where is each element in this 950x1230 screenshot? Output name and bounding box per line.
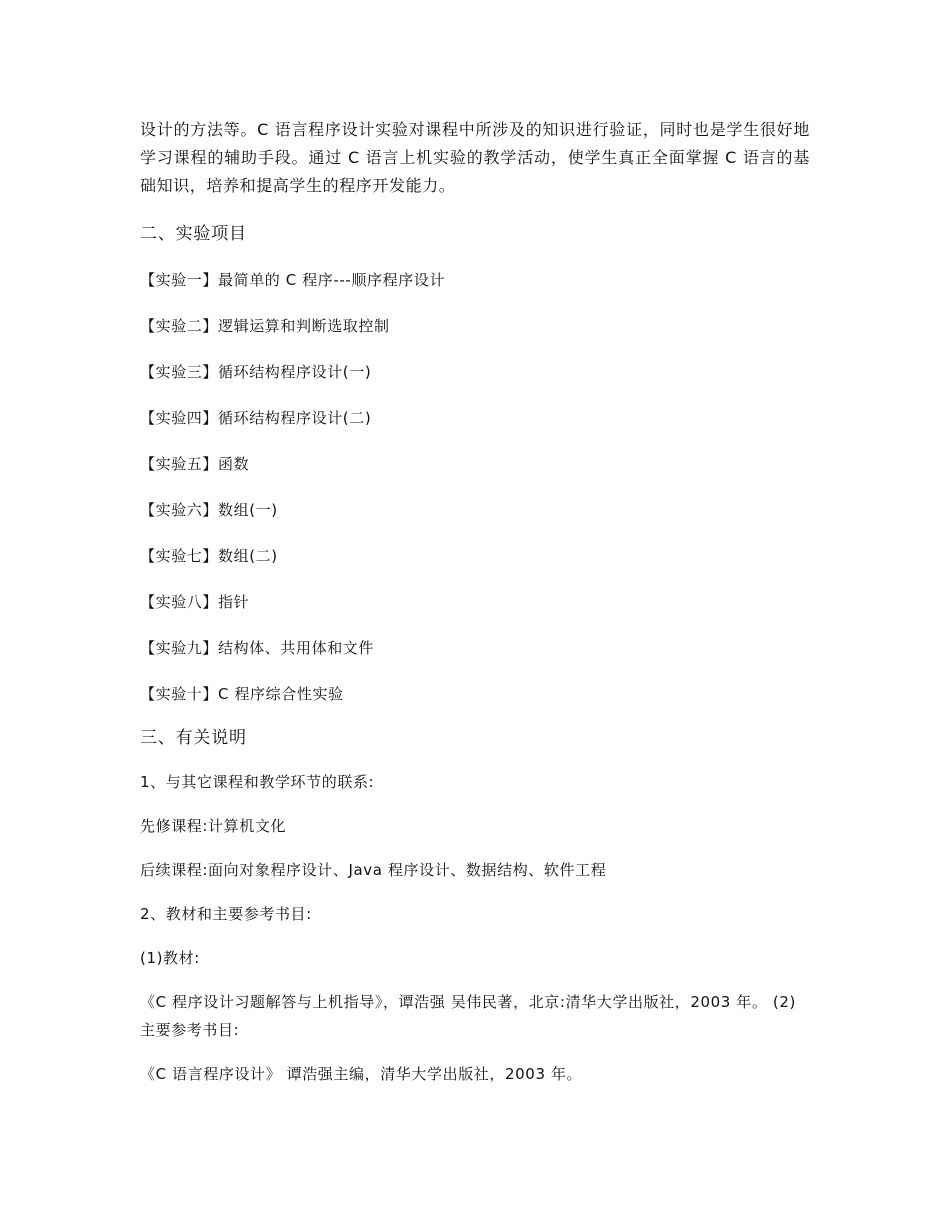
followup-courses: 后续课程:面向对象程序设计、Java 程序设计、数据结构、软件工程 xyxy=(140,861,607,879)
experiment-item: 【实验四】循环结构程序设计(二) xyxy=(140,409,372,427)
experiment-item: 【实验十】C 程序综合性实验 xyxy=(140,685,344,703)
section-heading-experiments: 二、实验项目 xyxy=(140,224,247,244)
experiment-item: 【实验七】数组(二) xyxy=(140,547,278,565)
reference-entry: 《C 语言程序设计》 谭浩强主编，清华大学出版社，2003 年。 xyxy=(140,1065,583,1083)
experiment-item: 【实验五】函数 xyxy=(140,455,250,473)
textbook-entry: 《C 程序设计习题解答与上机指导》，谭浩强 吴伟民著，北京:清华大学出版社，2003 年。 (2)主要参考书目: xyxy=(140,993,796,1039)
experiment-item: 【实验三】循环结构程序设计(一) xyxy=(140,363,372,381)
prerequisite-courses: 先修课程:计算机文化 xyxy=(140,817,287,835)
experiment-list xyxy=(140,266,810,708)
section-heading-notes: 三、有关说明 xyxy=(140,728,247,748)
books-title: 2、教材和主要参考书目: xyxy=(140,905,312,923)
experiment-item: 【实验二】逻辑运算和判断选取控制 xyxy=(140,317,390,335)
experiment-item: 【实验九】结构体、共用体和文件 xyxy=(140,639,375,657)
experiment-item: 【实验八】指针 xyxy=(140,593,250,611)
relation-title: 1、与其它课程和教学环节的联系: xyxy=(140,773,375,791)
experiment-item: 【实验一】最简单的 C 程序---顺序程序设计 xyxy=(140,271,446,289)
intro-paragraph: 设计的方法等。C 语言程序设计实验对课程中所涉及的知识进行验证，同时也是学生很好地学习课程的辅助手段。通过 C 语言上机实验的教学活动，使学生真正全面掌握 C 语言的基础知识，培养和提高学生的程序开发能力。 xyxy=(140,120,810,195)
document-page xyxy=(140,116,810,1104)
notes-section xyxy=(140,768,810,1088)
experiment-item: 【实验六】数组(一) xyxy=(140,501,278,519)
textbook-label: (1)教材: xyxy=(140,949,200,967)
